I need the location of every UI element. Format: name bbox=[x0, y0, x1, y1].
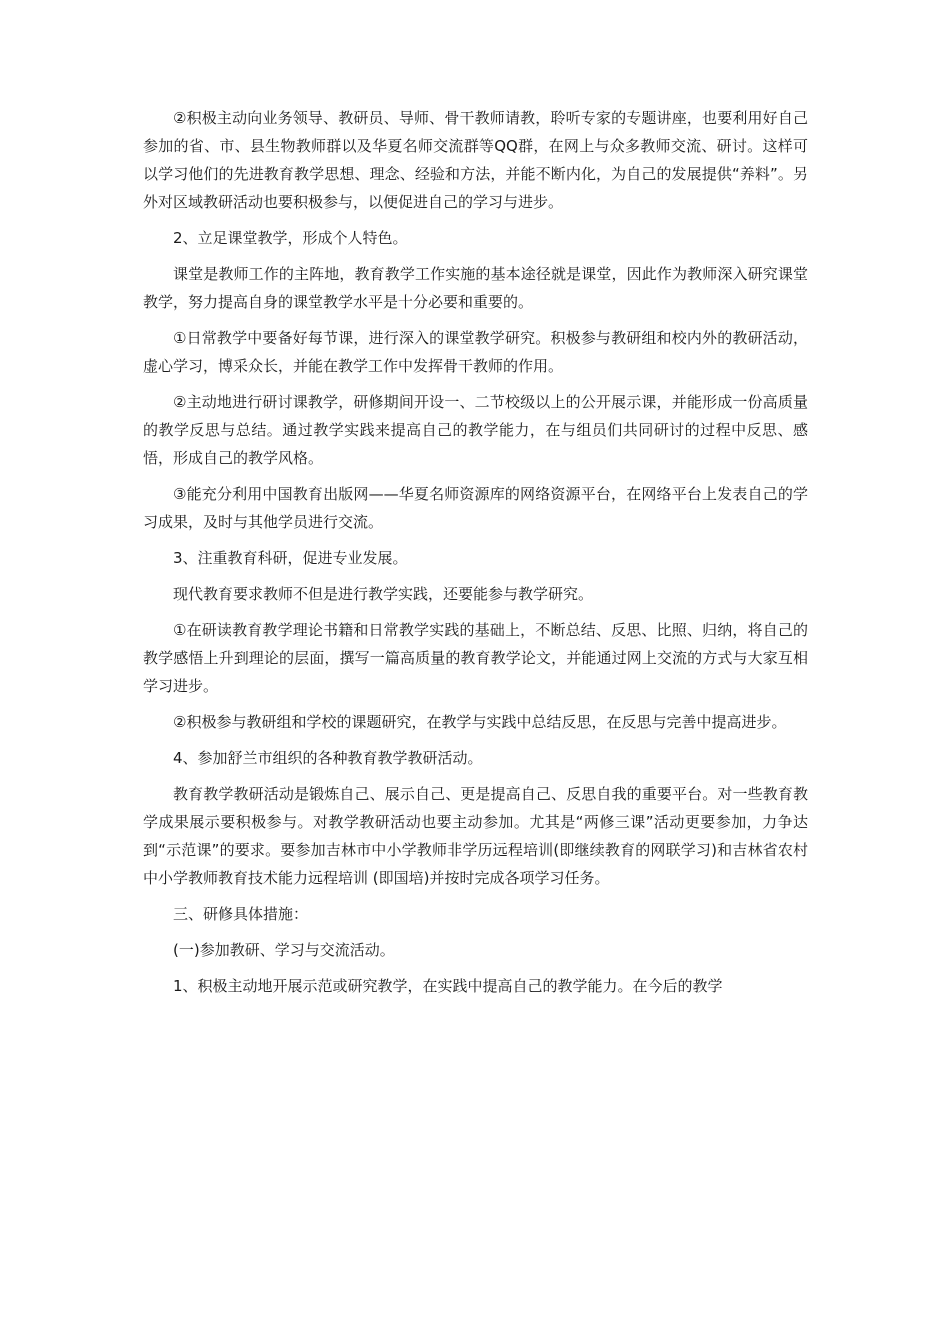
paragraph: 1、积极主动地开展示范或研究教学，在实践中提高自己的教学能力。在今后的教学 bbox=[173, 977, 723, 995]
section-heading: 2、立足课堂教学，形成个人特色。 bbox=[173, 229, 408, 247]
paragraph: ②积极主动向业务领导、教研员、导师、骨干教师请教，聆听专家的专题讲座，也要利用好自己参加的省、市、县生物教师群以及华夏名师交流群等QQ群，在网上与众多教师交流、研讨。这样可以学习他们的先进教育教学思想、理念、经验和方法，并能不断内化，为自己的发展提供“养料”。另外对区域教研活动也要积极参与，以便促进自己的学习与进步。 bbox=[143, 109, 808, 211]
paragraph: ①在研读教育教学理论书籍和日常教学实践的基础上，不断总结、反思、比照、归纳，将自己的教学感悟上升到理论的层面，撰写一篇高质量的教育教学论文，并能通过网上交流的方式与大家互相学习进步。 bbox=[143, 621, 808, 695]
paragraph: ③能充分利用中国教育出版网——华夏名师资源库的网络资源平台，在网络平台上发表自己的学习成果，及时与其他学员进行交流。 bbox=[143, 485, 808, 531]
section-heading: 4、参加舒兰市组织的各种教育教学教研活动。 bbox=[173, 749, 483, 767]
paragraph: 现代教育要求教师不但是进行教学实践，还要能参与教学研究。 bbox=[173, 585, 594, 603]
paragraph: ②积极参与教研组和学校的课题研究，在教学与实践中总结反思，在反思与完善中提高进步。 bbox=[173, 713, 787, 731]
section-heading: 3、注重教育科研，促进专业发展。 bbox=[173, 549, 408, 567]
paragraph: ②主动地进行研讨课教学，研修期间开设一、二节校级以上的公开展示课，并能形成一份高质量的教学反思与总结。通过教学实践来提高自己的教学能力，在与组员们共同研讨的过程中反思、感悟，形成自己的教学风格。 bbox=[143, 393, 808, 467]
section-heading: 三、研修具体措施： bbox=[173, 905, 309, 923]
paragraph: 课堂是教师工作的主阵地，教育教学工作实施的基本途径就是课堂，因此作为教师深入研究课堂教学，努力提高自身的课堂教学水平是十分必要和重要的。 bbox=[143, 265, 808, 311]
paragraph: ①日常教学中要备好每节课，进行深入的课堂教学研究。积极参与教研组和校内外的教研活动，虚心学习，博采众长，并能在教学工作中发挥骨干教师的作用。 bbox=[143, 329, 808, 375]
paragraph: 教育教学教研活动是锻炼自己、展示自己、更是提高自己、反思自我的重要平台。对一些教育教学成果展示要积极参与。对教学教研活动也要主动参加。尤其是“两修三课”活动更要参加，力争达到“示范课”的要求。要参加吉林市中小学教师非学历远程培训(即继续教育的网联学习)和吉林省农村中小学教师教育技术能力远程培训 (即国培)并按时完成各项学习任务。 bbox=[143, 785, 808, 887]
document-body bbox=[143, 104, 808, 1008]
subsection-heading: (一)参加教研、学习与交流活动。 bbox=[173, 941, 395, 959]
